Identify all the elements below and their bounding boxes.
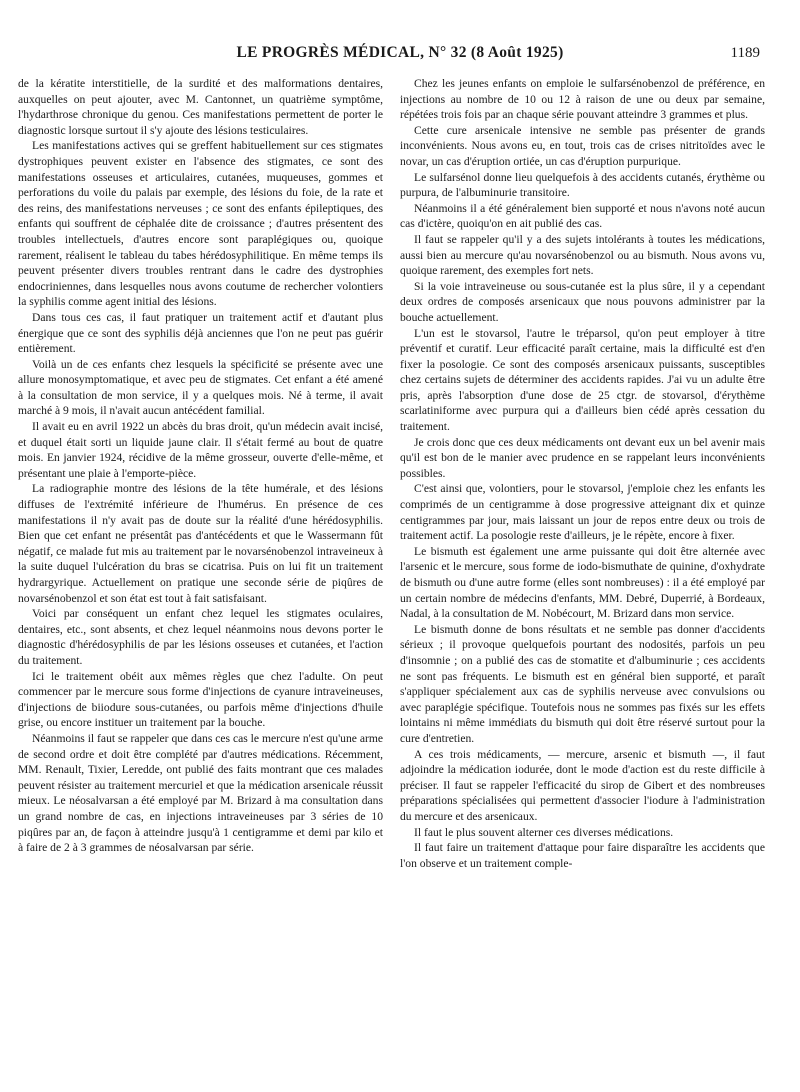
- paragraph: Chez les jeunes enfants on emploie le sulfarsénobenzol de préférence, en injections au nombre de 10 ou 12 à raison de une ou deux par semaine, répétées trois fois par an chaque série pouvant atteindre 3 grammes et plus.: [400, 77, 765, 122]
- paragraph: Le sulfarsénol donne lieu quelquefois à des accidents cutanés, érythème ou purpura, de l'albuminurie transitoire.: [400, 170, 765, 200]
- journal-title: LE PROGRÈS MÉDICAL, N° 32 (8 Août 1925): [236, 44, 564, 61]
- paragraph: Si la voie intraveineuse ou sous-cutanée est la plus sûre, il y a cependant deux ordres de composés arsenicaux que nous pouvons administrer par la bouche actuellement.: [400, 279, 765, 324]
- paragraph: Le bismuth est également une arme puissante qui doit être alternée avec l'arsenic et le mercure, sous forme de iodo-bismuthate de quinine, d'oxhydrate de bismuth ou d'une autre forme (elles sont nombreuses) : il a été employé par un certain nombre de médecins d'enfants, MM. Debré, Duperrié, à Bordeaux, Nadal, à la consultation de M. Nobécourt, M. Brizard dans mon service.: [400, 544, 765, 621]
- page-number: 1189: [730, 45, 760, 61]
- paragraph: Dans tous ces cas, il faut pratiquer un traitement actif et d'autant plus énergique que ce sont des syphilis déjà anciennes que l'on ne peut pas guérir entièrement.: [18, 310, 383, 356]
- paragraph: de la kératite interstitielle, de la surdité et des malformations dentaires, auxquelles on peut ajouter, avec M. Cantonnet, un quatrième symptôme, l'hydarthrose chronique du genou. Ces manifestations permettent de porter le diagnostic lorsque surtout il s'y ajoute des lésions testiculaires.: [18, 77, 383, 137]
- paragraph: Il faut se rappeler qu'il y a des sujets intolérants à toutes les médications, aussi bien au mercure qu'au novarsénobenzol ou au bismuth. Nous avons vu, quoique rarement, des exemples fort nets.: [400, 232, 765, 278]
- paragraph: Ici le traitement obéit aux mêmes règles que chez l'adulte. On peut commencer par le mercure sous forme d'injections de cyanure intraveineuses, d'injections de biiodure sous-cutanées, ou parfois même d'injections d'huile grise, ou encore instituer un traitement par la bouche.: [18, 669, 383, 730]
- paragraph: Voilà un de ces enfants chez lesquels la spécificité se présente avec une allure monosymptomatique, et avec peu de stigmates. Cet enfant a été amené à la consultation de mon service, il y a quelques mois. Né à terme, il avait marché à 9 mois, il n'avait aucun antécédent familial.: [18, 357, 383, 418]
- left-column: [18, 76, 383, 856]
- page-header: [0, 44, 800, 64]
- paragraph: Il avait eu en avril 1922 un abcès du bras droit, qu'un médecin avait incisé, et duquel était sorti un liquide jaune clair. Il s'était fermé au bout de quatre mois. En janvier 1924, récidive de la même grosseur, ouverte d'elle-même, et présentant une plaie à l'emporte-pièce.: [18, 420, 383, 480]
- right-column: [400, 76, 765, 871]
- paragraph: L'un est le stovarsol, l'autre le tréparsol, qu'on peut employer à titre préventif et curatif. Leur efficacité paraît certaine, mais la difficulté est d'en fixer la posologie. Ce sont des composés arsenicaux puissants, susceptibles chez certains sujets de déterminer des accidents rapides. J'ai vu un adulte être pris, après l'absorption d'une dose de 25 ctgr. de stovarsol, d'érythème scarlatiniforme avec purpura qui a d'ailleurs bien cédé après cessation du traitement.: [400, 326, 765, 434]
- paragraph: Il faut faire un traitement d'attaque pour faire disparaître les accidents que l'on observe et un traitement comple-: [400, 841, 765, 870]
- paragraph: C'est ainsi que, volontiers, pour le stovarsol, j'emploie chez les enfants les comprimés de un centigramme à dose progressive atteignant dix et quinze centigrammes par jour, mais laissant un jour de repos entre deux ou trois de traitement actif. La posologie reste d'ailleurs, je le répète, encore à fixer.: [400, 482, 765, 543]
- paragraph: Voici par conséquent un enfant chez lequel les stigmates oculaires, dentaires, etc., sont absents, et chez lequel néanmoins nous devons porter le diagnostic d'hérédosyphilis de par les lésions osseuses et cutanées, et l'action du traitement.: [18, 607, 383, 667]
- paragraph: Le bismuth donne de bons résultats et ne semble pas donner d'accidents sérieux ; il provoque quelquefois pourtant des nodosités, parfois un peu d'insomnie ; on a publié des cas de stomatite et d'albuminurie ; ces accidents ne sont pas fréquents. Le bismuth est en général bien supporté, et paraît s'appliquer spécialement aux cas de syphilis nerveuse avec convulsions ou avec paraplégie spécifique. Toutefois nous ne sommes pas fixés sur les effets lointains ni même immédiats du bismuth qui doit être réservé surtout pour la cure d'entretien.: [400, 622, 765, 745]
- paragraph: Néanmoins il faut se rappeler que dans ces cas le mercure n'est qu'une arme de second ordre et doit être complété par d'autres médications. Récemment, MM. Renault, Tixier, Leredde, ont publié des faits montrant que ces malades peuvent résister au traitement mercuriel et que la médication arsenicale réussit mieux. Le néosalvarsan a été employé par M. Brizard à ma consultation dans un grand nombre de cas, en injections intraveineuses par 3 séries de 10 piqûres par an, de façon à atteindre jusqu'à 1 centigramme et demi par kilo et à faire de 2 à 3 grammes de néosalvarsan par série.: [18, 731, 383, 855]
- paragraph: La radiographie montre des lésions de la tête humérale, et des lésions diffuses de l'extrémité inférieure de l'humérus. En présence de ces manifestations il n'y avait pas de doute sur la réalité d'une hérédosyphilis. Bien que cet enfant ne présentât pas d'antécédents et que le Wassermann fût négatif, ce malade fut mis au traitement par le novarsénobenzol intraveineux à la suite duquel l'ulcération du bras se cicatrisa. Puis on lui fit un traitement hydrargyrique. Actuellement on pratique une seconde série de piqûres de novarsénobenzol et son état est tout à fait satisfaisant.: [18, 482, 383, 605]
- paragraph: Je crois donc que ces deux médicaments ont devant eux un bel avenir mais qu'il est bon de le manier avec prudence en se rappelant leurs inconvénients possibles.: [400, 435, 765, 480]
- paragraph: A ces trois médicaments, — mercure, arsenic et bismuth —, il faut adjoindre la médication iodurée, dont le mode d'action est du reste difficile à préciser. Il faut se rappeler l'efficacité du sirop de Gibert et des nombreuses préparations spécialisées qui permettent d'associer l'iodure à l'administration du mercure et des arsenicaux.: [400, 747, 765, 823]
- paragraph: Les manifestations actives qui se greffent habituellement sur ces stigmates dystrophiques peuvent exister en l'absence des stigmates, ce sont des manifestations osseuses et articulaires, cutanées, muqueuses, gommes et perforations du voile du palais par exemple, des lésions du foie, de la rate et des reins, des manifestations nerveuses ; ce sont des enfants épileptiques, des enfants qui souffrent de céphalée dite de croissance ; d'autres présentent des troubles intellectuels, d'autres encore sont paraplégiques ou, quoique rarement, réalisent le tableau du tabes hérédosyphilitique. En même temps ils peuvent présenter divers troubles rentrant dans le cadre des dystrophies endocriniennes, dans lesquelles nous avons coutume de rechercher volontiers la syphilis comme agent initial des lésions.: [18, 139, 383, 309]
- paragraph: Cette cure arsenicale intensive ne semble pas présenter de grands inconvénients. Nous avons eu, en tout, trois cas de crises nitritoïdes avec le novar, un cas d'éruption ortiée, un cas d'éruption purpurique.: [400, 123, 765, 168]
- paragraph: Néanmoins il a été généralement bien supporté et nous n'avons noté aucun cas d'ictère, quoiqu'on en ait publié des cas.: [400, 201, 765, 231]
- paragraph: Il faut le plus souvent alterner ces diverses médications.: [414, 825, 674, 839]
